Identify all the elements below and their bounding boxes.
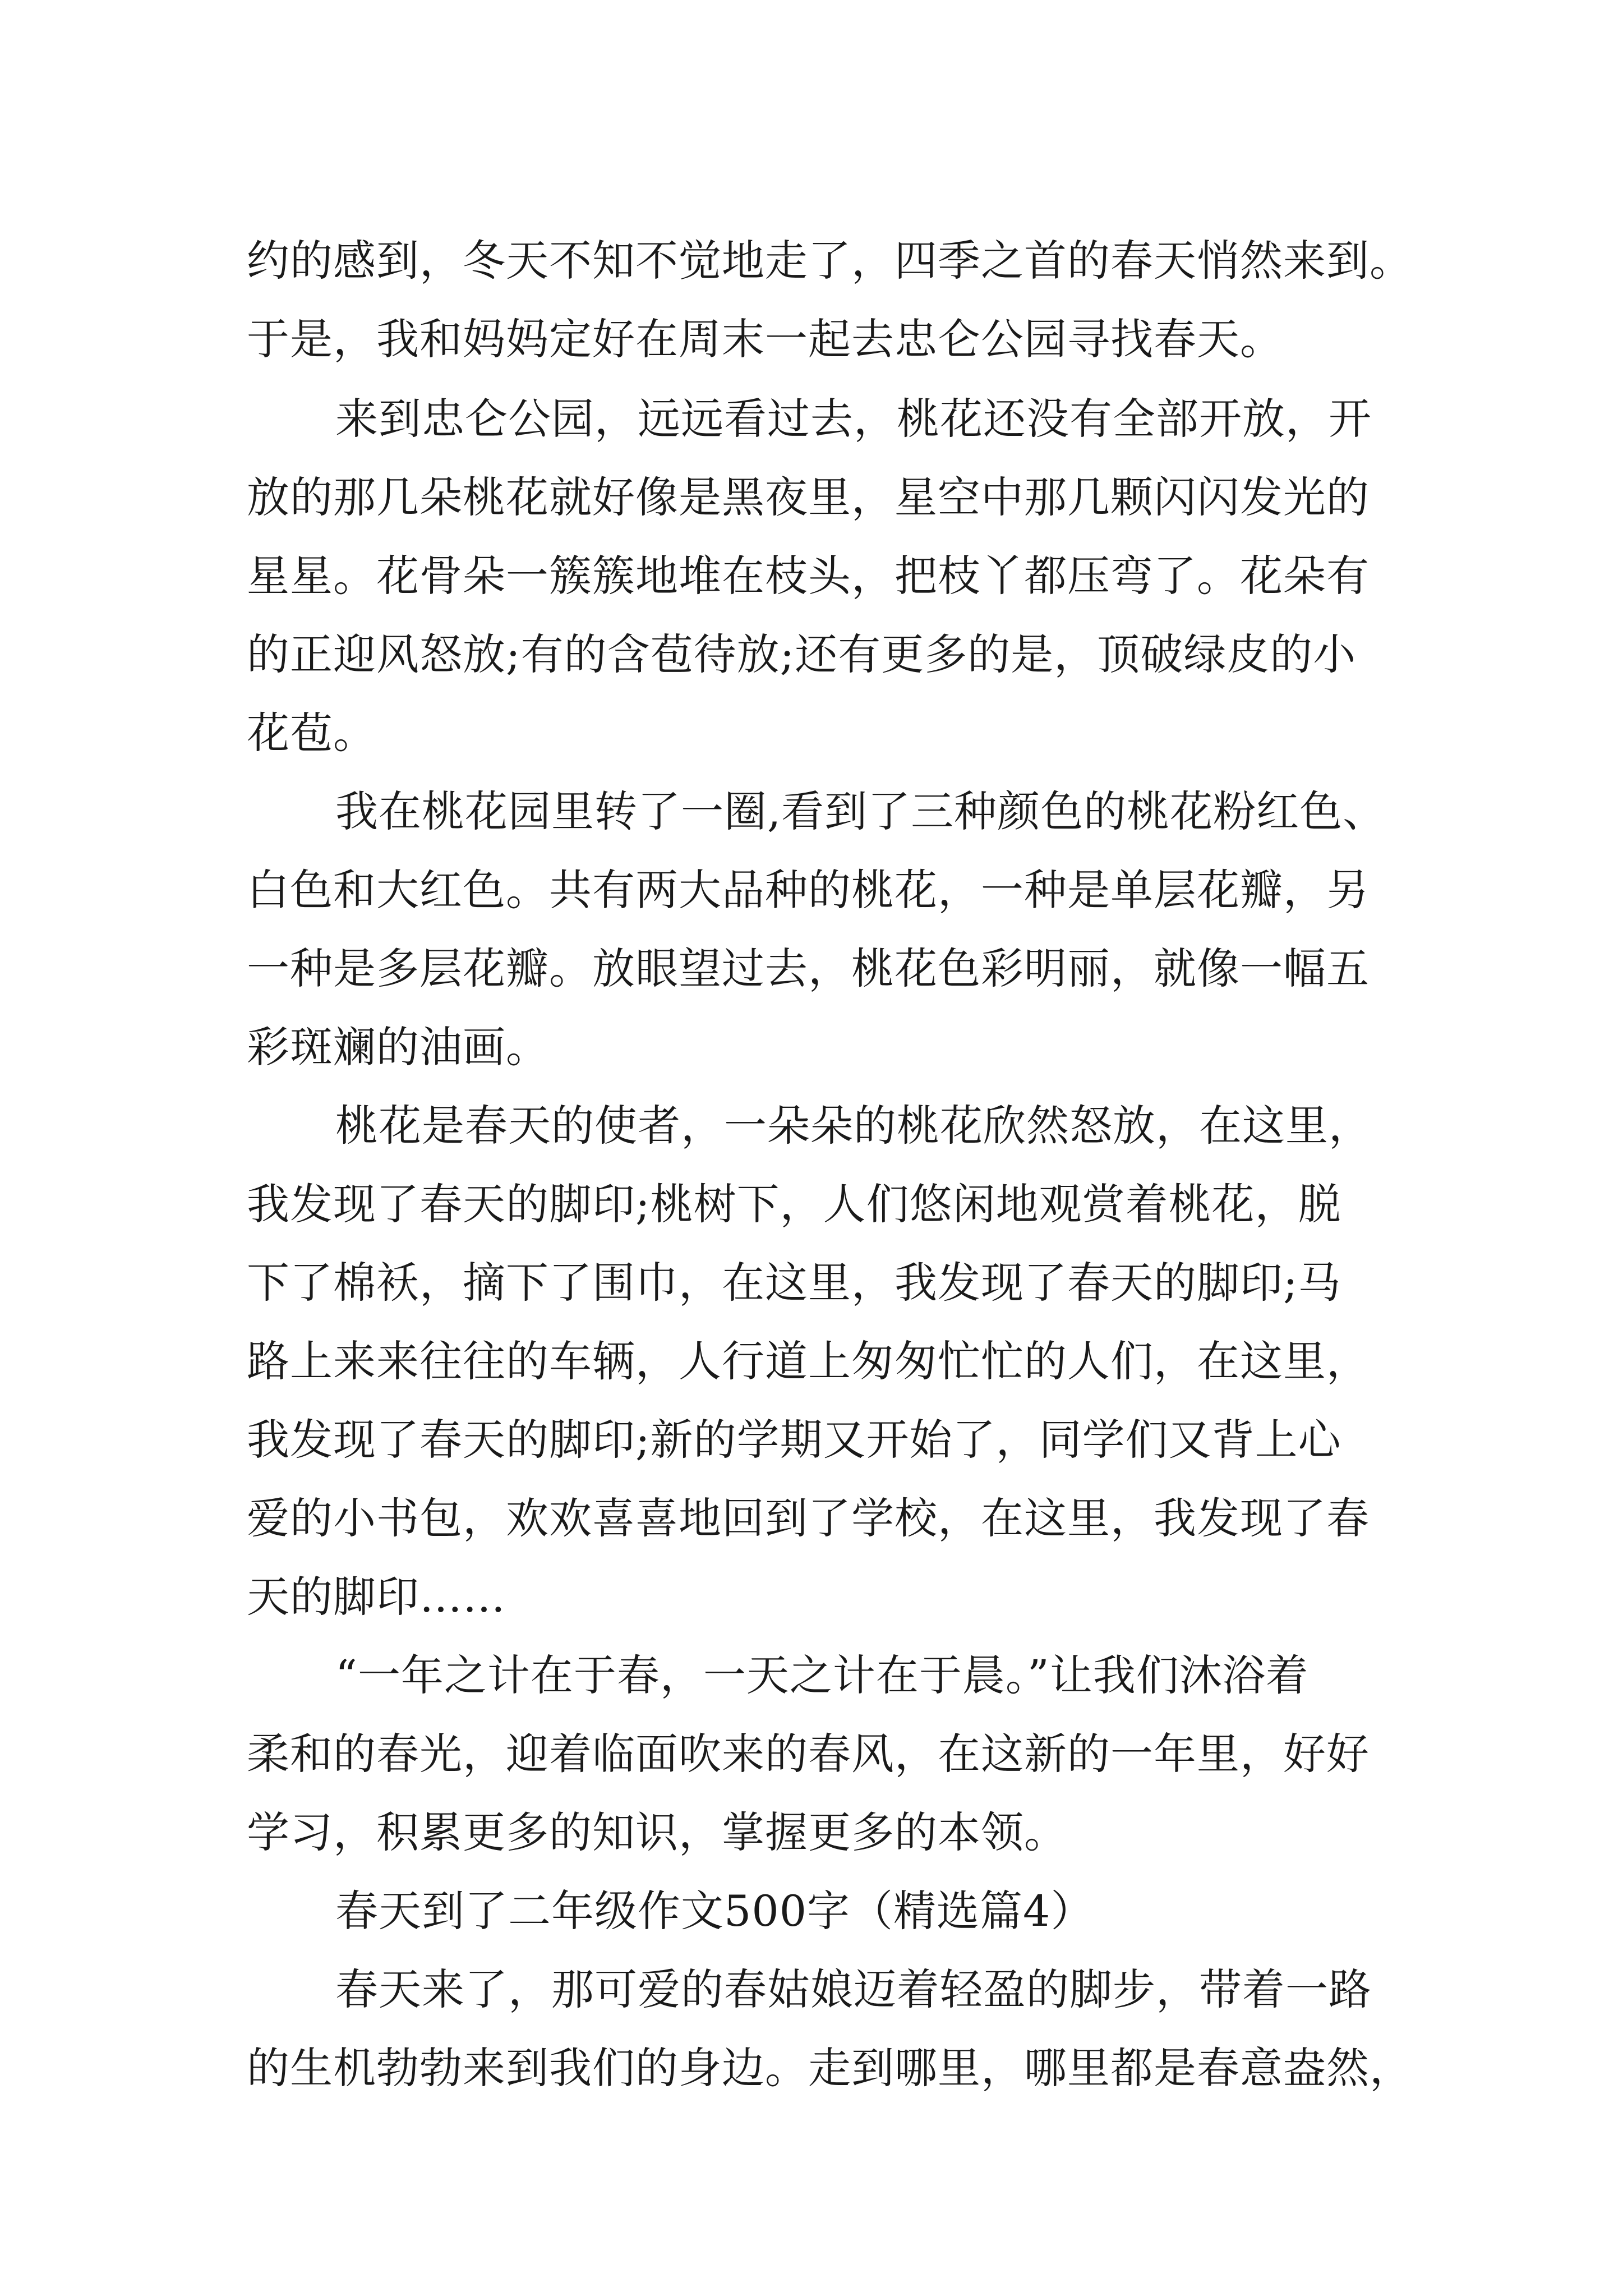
text-line: 约的感到，冬天不知不觉地走了，四季之首的春天悄然来到。 <box>247 236 1413 286</box>
text-line: 天的脚印…… <box>247 1572 506 1622</box>
text-line: 的生机勃勃来到我们的身边。走到哪里，哪里都是春意盎然， <box>247 2043 1413 2093</box>
text-line: 花苞。 <box>247 708 376 758</box>
text-line: 路上来来往往的车辆，人行道上匆匆忙忙的人们，在这里， <box>247 1336 1370 1386</box>
text-line: 放的那几朵桃花就好像是黑夜里，星空中那几颗闪闪发光的 <box>247 472 1370 522</box>
paragraph-start-line: 来到忠仑公园，远远看过去，桃花还没有全部开放，开 <box>335 394 1372 444</box>
paragraph-start-line: “一年之计在于春，一天之计在于晨。”让我们沐浴着 <box>335 1650 1309 1700</box>
text-line: 下了棉袄，摘下了围巾，在这里，我发现了春天的脚印;马 <box>247 1258 1341 1308</box>
section-heading: 春天到了二年级作文500字（精选篇4） <box>335 1886 1094 1936</box>
text-line: 柔和的春光，迎着临面吹来的春风，在这新的一年里，好好 <box>247 1729 1370 1779</box>
text-line: 爱的小书包，欢欢喜喜地回到了学校，在这里，我发现了春 <box>247 1493 1370 1543</box>
paragraph-start-line: 桃花是春天的使者，一朵朵的桃花欣然怒放，在这里， <box>335 1101 1372 1151</box>
text-line: 的正迎风怒放;有的含苞待放;还有更多的是，顶破绿皮的小 <box>247 629 1357 679</box>
paragraph-start-line: 我在桃花园里转了一圈,看到了三种颜色的桃花粉红色、 <box>335 786 1386 836</box>
text-line: 一种是多层花瓣。放眼望过去，桃花色彩明丽，就像一幅五 <box>247 944 1370 993</box>
paragraph-start-line: 春天来了，那可爱的春姑娘迈着轻盈的脚步，带着一路 <box>335 1964 1372 2014</box>
text-line: 学习，积累更多的知识，掌握更多的本领。 <box>247 1807 1067 1857</box>
text-line: 我发现了春天的脚印;桃树下，人们悠闲地观赏着桃花，脱 <box>247 1179 1341 1229</box>
text-line: 于是，我和妈妈定好在周末一起去忠仑公园寻找春天。 <box>247 314 1283 364</box>
text-line: 我发现了春天的脚印;新的学期又开始了，同学们又背上心 <box>247 1415 1341 1465</box>
text-line: 白色和大红色。共有两大品种的桃花，一种是单层花瓣，另 <box>247 865 1370 915</box>
text-line: 彩斑斓的油画。 <box>247 1022 549 1072</box>
text-line: 星星。花骨朵一簇簇地堆在枝头，把枝丫都压弯了。花朵有 <box>247 551 1370 601</box>
